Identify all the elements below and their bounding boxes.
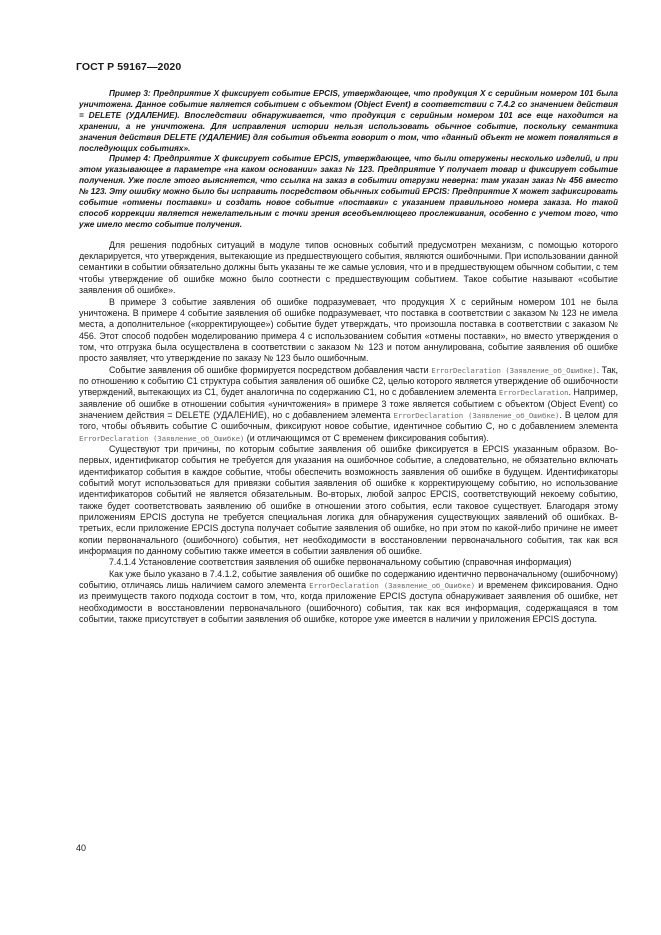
paragraph-error-declaration-structure xyxy=(79,365,618,444)
text-run: (и отличающимся от C временем фиксирования события). xyxy=(244,432,489,443)
document-header: ГОСТ Р 59167—2020 xyxy=(76,61,182,73)
text-run: Событие заявления об ошибке формируется посредством добавления части xyxy=(109,364,432,375)
text-run: . Например, заявление об ошибке в отношении события «уничтожения» в примере 3 тоже является событием с объектом (Object Event) со значением действия = DELETE (УДАЛЕНИЕ), но с добавлением элемента xyxy=(79,387,618,420)
paragraph-matching xyxy=(79,569,618,626)
paragraph-examples-explained: В примере 3 событие заявления об ошибке подразумевает, что продукция X с серийным номером 101 не была уничтожена. В примере 4 событие заявления об ошибке подразумевает, что поставка в соответствии с заказом № 123 не имела места, а дополнительное («корректирующее») событие будет утверждать, что произошла поставка в соответствии с заказом № 456. Этот способ подобен моделированию примера 4 с использованием события «отмены поставки», но вместо утверждения о том, что отгрузка была осуществлена в соответствии с заказом № 123 и потом аннулирована, событие заявления об ошибке просто заявляет, что утверждение по заказу № 123 было ошибочным. xyxy=(79,296,618,364)
text-run: . Так, по отношению к событию C1 структура события заявления об ошибке C2, целью которого является утверждение об ошибочности утверждений, вытекающих из C1, будет аналогична по содержанию C1, но с добавлением элемента xyxy=(79,364,618,398)
code-error-declaration: ErrorDeclaration (Заявление_об_Ошибке) xyxy=(393,410,560,420)
paragraph-three-reasons: Существуют три причины, по которым событие заявления об ошибке фиксируется в EPCIS указанным образом. Во-первых, идентификатор события не требуется для указания на ошибочное событие, а следовательно, не обязательно включать идентификатор события в каждое событие, чтобы обеспечить возможность заявления об ошибке в будущем. Идентификаторы событий могут использоваться для привязки события заявления об ошибке к корректирующему событию, но использование идентификаторов событий не является обязательным. Во-вторых, любой запрос EPCIS, соответствующий некоему событию, также будет соответствовать заявлению об ошибке в отношении этого события, если таковое существует. Благодаря этому приложениям EPCIS доступа не требуется специальная логика для обнаружения существующих заявлений об ошибках. В-третьих, если приложение EPCIS доступа получает событие заявления об ошибке, но при этом по какой-либо причине не имеет копии первоначального (ошибочного) события, нет необходимости в восстановлении первоначального события, так как вся информация по данному событию также имеется в событии заявления об ошибке. xyxy=(79,443,618,557)
text-run: Как уже было указано в 7.4.1.2, событие заявления об ошибке по содержанию идентично первоначальному (ошибочному) событию, отличаясь лишь наличием самого элемента xyxy=(79,568,618,591)
page-number: 40 xyxy=(76,843,87,853)
text-run: . В целом для того, чтобы объявить событие C ошибочным, фиксируют новое событие, идентичное событию C, но с добавлением элемента xyxy=(79,409,618,432)
code-error-declaration: ErrorDeclaration (Заявление_об_Ошибке) xyxy=(79,433,245,443)
paragraph-error-mechanism: Для решения подобных ситуаций в модуле типов основных событий предусмотрен механизм, с помощью которого декларируется, что утверждения, вытекающие из предшествующего события, являются ошибочными. При использовании данной семантики в событии обязательно должны быть указаны те же самые условия, что и в предшествующем обычном событии, с тем чтобы утверждение об ошибке можно было соотнести с предшествующим событием. Такое событие называют «событие заявления об ошибке». xyxy=(79,239,618,296)
text-run: и временем фиксирования. Одно из преимуществ такого подхода состоит в том, что, когда приложение EPCIS доступа обнаруживает заявления об ошибке, нет необходимости в восстановлении первоначального (ошибочного) события, так как вся информация, содержащаяся в том событии, также присутствует в событии заявления об ошибке, которое уже имеется в наличии у приложения EPCIS доступа. xyxy=(79,580,618,625)
document-body xyxy=(79,89,618,625)
code-error-declaration: ErrorDeclaration (Заявление_об_Ошибке) xyxy=(431,365,597,375)
example-4: Пример 4: Предприятие X фиксирует событие EPCIS, утверждающее, что были отгружены несколько изделий, и при этом указывающее в параметре «на каком основании» заказ № 123. Предприятие Y получает товар и фиксирует событие получения. Уже после этого выясняется, что ссылка на заказ в событии отгрузки неверна: там указан заказ № 456 вместо № 123. Эту ошибку можно было бы исправить посредством обычных событий EPCIS: Предприятие X может зафиксировать событие «отмены поставки» и создать новое событие «поставки» с указанием правильного номера заказа. Но такой способ коррекции является нежелательным с точки зрения всеобъемлющего прослеживания, особенно с учетом того, что уже имело место событие получения. xyxy=(79,154,618,229)
example-3: Пример 3: Предприятие X фиксирует событие EPCIS, утверждающее, что продукция X с серийным номером 101 была уничтожена. Данное событие является событием с объектом (Object Event) в соответствии с 7.4.2 со значением действия = DELETE (УДАЛЕНИЕ). Впоследствии обнаруживается, что продукция с серийным номером 101 все еще находится на хранении, а не уничтожена. Для исправления истории нельзя использовать обычное событие, поскольку семантика значения действия DELETE (УДАЛЕНИЕ) для события объекта говорит о том, что «данный объект не может появляться в последующих событиях». xyxy=(79,89,618,153)
section-heading-7-4-1-4: 7.4.1.4 Установление соответствия заявления об ошибке первоначальному событию (справочная информация) xyxy=(109,557,572,568)
code-error-declaration: ErrorDeclaration (Заявление_об_Ошибке) xyxy=(309,581,476,591)
code-error-declaration: ErrorDeclaration xyxy=(498,388,569,398)
